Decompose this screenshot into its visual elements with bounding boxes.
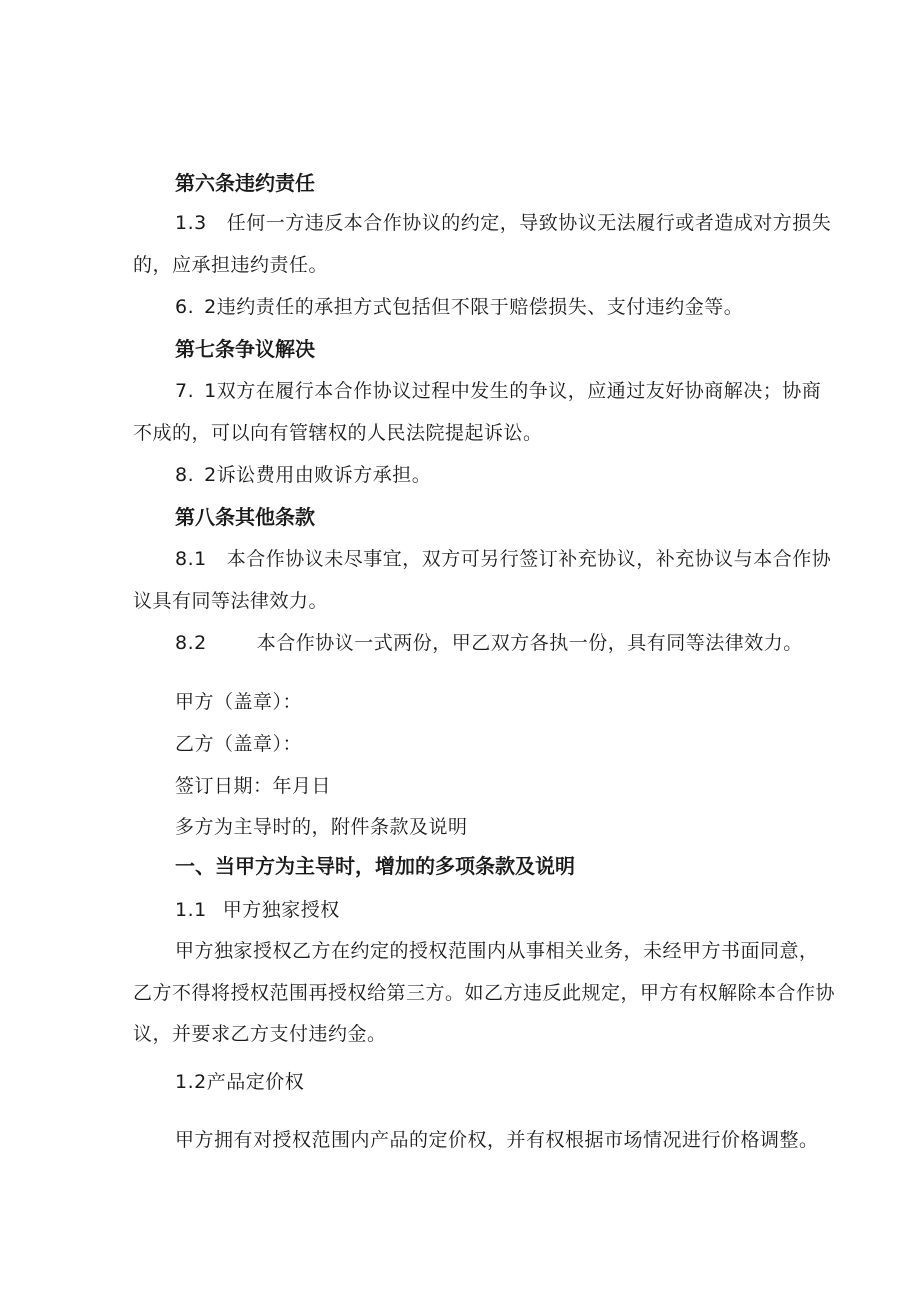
clause-8-1 xyxy=(175,546,831,572)
clause-number: 6. xyxy=(175,296,195,318)
clause-text: 2诉讼费用由败诉方承担。 xyxy=(204,464,432,486)
appendix-1-2-text: 甲方拥有对授权范围内产品的定价权，并有权根据市场情况进行价格调整。 xyxy=(175,1129,819,1151)
appendix-1-1-cont2: 议，并要求乙方支付违约金。 xyxy=(133,1023,387,1045)
clause-number: 8.2 xyxy=(175,632,207,654)
clause-6-1 xyxy=(175,210,831,236)
article-7-title: 第七条争议解决 xyxy=(175,337,315,361)
clause-title: 甲方独家授权 xyxy=(222,899,340,921)
clause-8-1-cont: 议具有同等法律效力。 xyxy=(133,590,329,612)
clause-text: 本合作协议一式两份，甲乙双方各执一份，具有同等法律效力。 xyxy=(256,632,803,654)
clause-6-2 xyxy=(175,294,743,320)
clause-number: 8. xyxy=(175,464,195,486)
appendix-section-title: 一、当甲方为主导时，增加的多项条款及说明 xyxy=(175,854,575,878)
appendix-item-1-1 xyxy=(175,897,340,923)
clause-text: 本合作协议未尽事宜，双方可另行签订补充协议，补充协议与本合作协 xyxy=(226,548,832,570)
appendix-1-1-cont: 乙方不得将授权范围再授权给第三方。如乙方违反此规定，甲方有权解除本合作协 xyxy=(133,982,836,1004)
party-b-seal: 乙方（盖章）： xyxy=(175,733,303,755)
clause-text: 1双方在履行本合作协议过程中发生的争议，应通过友好协商解决；协商 xyxy=(204,380,822,402)
appendix-1-1-text: 甲方独家授权乙方在约定的授权范围内从事相关业务，未经甲方书面同意， xyxy=(175,940,819,962)
clause-number: 8.1 xyxy=(175,548,207,570)
appendix-intro: 多方为主导时的，附件条款及说明 xyxy=(175,816,468,838)
clause-text: 任何一方违反本合作协议的约定，导致协议无法履行或者造成对方损失 xyxy=(226,212,832,234)
clause-7-1 xyxy=(175,378,821,404)
signing-date: 签订日期：年月日 xyxy=(175,775,332,797)
clause-number: 1.1 xyxy=(175,899,207,921)
article-6-title: 第六条违约责任 xyxy=(175,171,315,195)
article-8-title: 第八条其他条款 xyxy=(175,505,315,529)
clause-7-1-cont: 不成的，可以向有管辖权的人民法院提起诉讼。 xyxy=(133,422,543,444)
clause-text: 2违约责任的承担方式包括但不限于赔偿损失、支付违约金等。 xyxy=(204,296,744,318)
party-a-seal: 甲方（盖章）： xyxy=(175,691,303,713)
appendix-item-1-2: 1.2产品定价权 xyxy=(175,1071,305,1093)
clause-8-2 xyxy=(175,630,803,656)
clause-number: 7. xyxy=(175,380,195,402)
clause-7-2 xyxy=(175,462,431,488)
clause-number: 1.3 xyxy=(175,212,207,234)
clause-6-1-cont: 的，应承担违约责任。 xyxy=(133,254,329,276)
